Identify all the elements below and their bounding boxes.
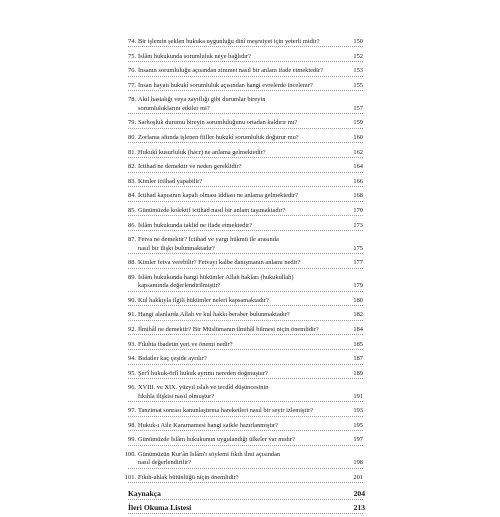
toc-entry [128,178,363,187]
entry-title-line: İctihad ne demektir ve neden gereklidir? [138,163,242,171]
entry-title-line: İlmihâl ne demektir? Bir Müslümanın ilmihâl bilmesi niçin önemlidir? [138,325,319,333]
entry-title-line: Kimler ictihad yapabilir? [138,177,203,185]
toc-entry [128,53,363,62]
toc-entry [124,451,363,469]
page-number: 213 [353,502,365,512]
entry-title-line: Günümüzde kolektif ictihad nasıl bir anlam taşımaktadır? [138,206,286,214]
entry-title-line: Günümüzde İslâm hukukunun uygulandığı ülkeler var mıdır? [138,436,295,444]
toc-entry [128,341,363,350]
page-number: 180 [353,296,363,304]
page-number: 150 [353,38,363,45]
toc-entry [128,407,363,416]
entry-title-line: İslâm hukukunda taklid ne ifade etmektedir? [138,221,253,229]
entry-number: 80. [128,133,136,141]
entry-number: 75. [128,52,136,60]
entry-title-line: nasıl değerlendirilir? [138,459,192,467]
page-number: 153 [353,67,363,75]
page-number: 157 [353,104,363,112]
entry-title-line: Kimler fetva verebilir? Fetvayı kalbe danışmanın anlamı nedir? [138,259,301,267]
entry-title-line: kapsamında değerlendirilmiştir? [138,282,221,290]
entry-number: 88. [128,259,136,267]
toc-entry [128,236,363,254]
toc-entry [128,355,363,364]
page-number: 175 [353,244,363,252]
toc-entry [128,370,363,379]
entry-number: 95. [128,369,136,377]
page-number: 204 [353,488,365,498]
entry-number: 76. [128,67,136,75]
page-number: 195 [353,421,363,429]
page-number: 187 [353,355,363,363]
entry-title-line: Fıkıh-ahlak bütünlüğü niçin önemlidir? [138,474,239,482]
entry-number: 81. [128,148,136,156]
toc-entry [128,384,363,402]
page-number: 201 [353,474,363,482]
toc-entry [128,274,363,292]
entry-number: 93. [128,340,136,348]
entry-number: 90. [128,296,136,304]
entry-number: 101. [124,474,136,482]
entry-title-line: Tanzimat sonrası kanunlaştırma hareketleri nasıl bir seyir izlemiştir? [138,407,314,415]
entry-title-line: İslâm hukukunda hangi hükümler Allah hakları (hukukullah) [138,273,294,281]
toc-entry [128,207,363,216]
page-number: 166 [353,177,363,185]
entry-title-line: İctihad kapısının kapalı olması iddiası ne anlama gelmektedir? [138,192,298,200]
entry-number: 98. [128,421,136,429]
toc-entry [128,222,363,231]
toc-entry [128,82,363,91]
page-number: 191 [353,392,363,400]
page-number: 193 [353,407,363,415]
entry-number: 89. [128,273,136,281]
toc-entry [128,436,363,445]
table-of-contents [124,38,365,517]
entry-title-line: sorumluluklarını etkiler mi? [138,104,210,112]
page-number: 182 [353,311,363,319]
section-label: Kaynakça [128,488,161,498]
entry-title-line: Zorlama altında işlenen fiiller hukukî sorumluluk doğurur mu? [138,133,299,141]
entry-number: 86. [128,221,136,229]
entry-number: 94. [128,355,136,363]
entry-number: 79. [128,119,136,127]
toc-entry [128,297,363,306]
entry-title-line: Hangi alanlarda Allah ve kul hakkı beraber bulunmaktadır? [138,311,290,319]
toc-entry [128,422,363,431]
toc-entry [128,311,363,320]
page-number: 160 [353,133,363,141]
entry-number: 91. [128,311,136,319]
page-number: 185 [353,340,363,348]
page-number: 184 [353,325,363,333]
entry-title-line: İnsan hayatı hukukî sorumluluk açısından hangi evrelerde incelenir? [138,81,313,89]
toc-entry [128,38,363,47]
entry-title-line: Hukukî kusurluluk (hacr) ne anlama gelmektedir? [138,148,266,156]
entry-title-line: İslâm hukukunda sorumluluk neye bağlıdır? [138,52,251,60]
entry-number: 100. [124,451,136,459]
entry-number: 87. [128,236,136,244]
entry-number: 96. [128,384,136,392]
entry-title-line: Akıl hastalığı veya zayıflığı gibi durumlar bireyin [138,96,266,104]
entry-title-line: Bir işlemin şeklen hukuka uygunluğu dinî meşruiyet için yeterli midir? [138,38,320,45]
entry-title-line: fıkıhla ilişkisi nasıl olmuştur? [138,392,215,400]
toc-entry [128,192,363,201]
entry-number: 78. [128,96,136,104]
entry-title-line: Şer'î hukuk-örfî hukuk ayrımı nereden doğmuştur? [138,369,268,377]
entry-number: 74. [128,38,136,45]
entry-title-line: Bıdatler kaç çeşide ayrılır? [138,355,207,363]
page-number: 152 [353,52,363,60]
toc-entry [128,259,363,268]
page-number: 179 [353,282,363,290]
page-number: 162 [353,148,363,156]
entry-number: 83. [128,177,136,185]
page-number: 170 [353,206,363,214]
page-number: 189 [353,369,363,377]
toc-entry [124,474,363,483]
entry-title-line: Günümüzün Kur'ân İslâm'ı söylemi fıkıh ilmi açısından [138,451,281,459]
entry-number: 84. [128,192,136,200]
entry-number: 99. [128,436,136,444]
entry-title-line: XVIII. ve XIX. yüzyıl ıslah ve tecdîd düşüncesinin [138,384,269,392]
toc-section-entry [128,503,363,514]
entry-title-line: nasıl bir ilişki bulunmaktadır? [138,244,215,252]
toc-entry [128,134,363,143]
toc-entry [128,149,363,158]
entry-number: 82. [128,163,136,171]
page-number: 168 [353,192,363,200]
entry-title-line: Sarhoşluk durumu bireyin sorumluluğunu ortadan kaldırır mı? [138,119,298,127]
entry-title-line: İnsanın sorumluluğu açısından zimmet nasıl bir anlam ifade etmektedir? [138,67,323,75]
entry-title-line: Hukuk-ı Aile Kararnamesi hangi saikle hazırlanmıştır? [138,421,279,429]
page-number: 159 [353,119,363,127]
toc-entry [128,326,363,335]
page-number: 197 [353,436,363,444]
page-number: 164 [353,163,363,171]
page-number: 177 [353,259,363,267]
page-number: 198 [353,459,363,467]
entry-title-line: Fıkıhta ibadetin yeri ve önemi nedir? [138,340,233,348]
toc-entry [128,67,363,76]
section-label: İleri Okuma Listesi [128,502,192,512]
toc-section-entry [128,489,363,500]
entry-number: 85. [128,206,136,214]
entry-title-line: Kul hakkıyla ilgili hükümler neleri kapsamaktadır? [138,296,269,304]
entry-number: 77. [128,81,136,89]
page-number: 155 [353,81,363,89]
toc-entry [128,119,363,128]
entry-number: 92. [128,325,136,333]
toc-entry [128,96,363,114]
entry-number: 97. [128,407,136,415]
page-number: 173 [353,221,363,229]
toc-entry [128,163,363,172]
entry-title-line: Fetva ne demektir? İctihad ve yargı hükmü ile arasında [138,236,279,244]
